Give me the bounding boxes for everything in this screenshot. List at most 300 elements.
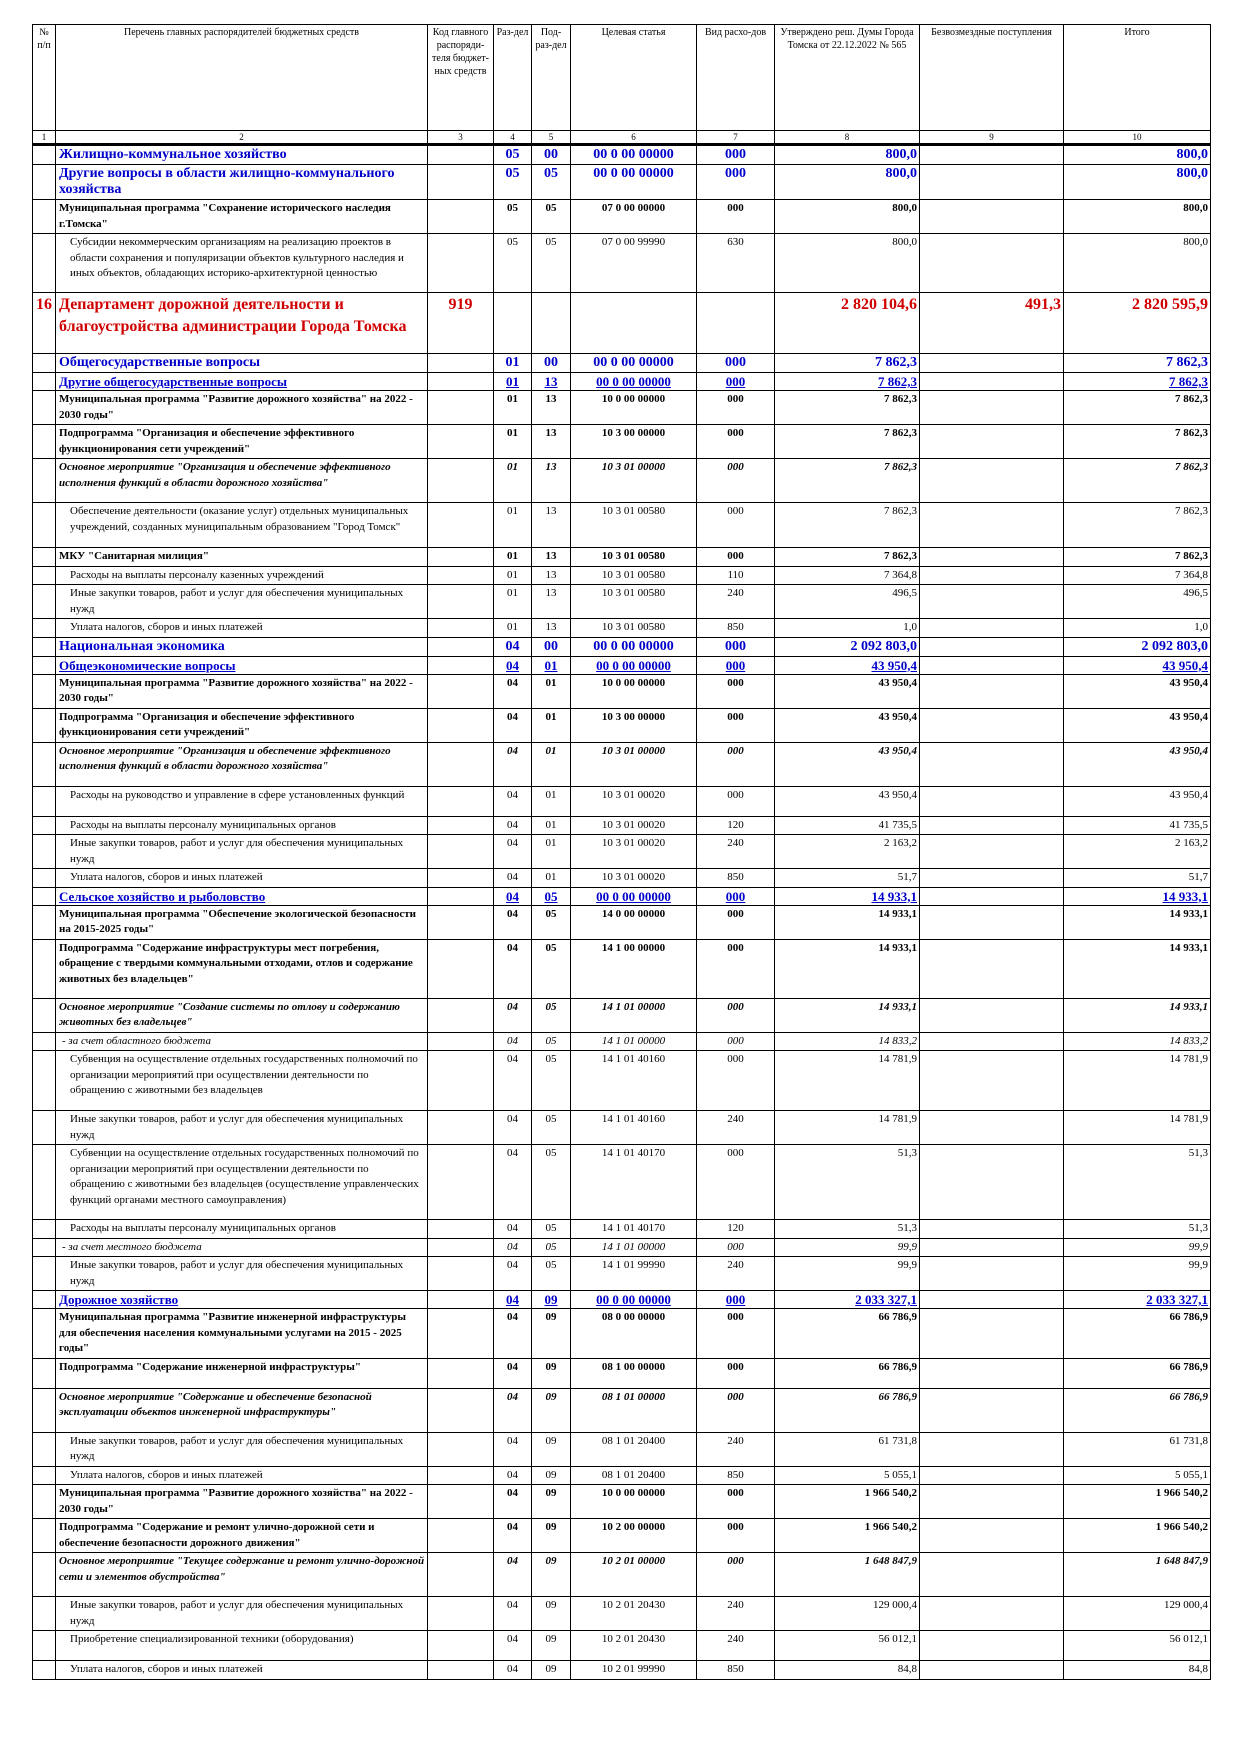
row-code — [428, 905, 494, 939]
row-number — [33, 1111, 56, 1145]
row-name: Общегосударственные вопросы — [56, 354, 428, 373]
row-grants-amount — [920, 234, 1064, 293]
row-number — [33, 373, 56, 391]
row-approved-amount: 2 163,2 — [775, 835, 920, 869]
row-name: Уплата налогов, сборов и иных платежей — [56, 1466, 428, 1485]
row-approved-amount: 14 933,1 — [775, 887, 920, 905]
row-number — [33, 939, 56, 998]
row-grants-amount — [920, 742, 1064, 786]
row-expense-type: 000 — [697, 1051, 775, 1111]
row-razdel: 05 — [494, 145, 532, 165]
row-razdel: 01 — [494, 459, 532, 503]
row-podrazdel: 05 — [532, 1111, 571, 1145]
row-podrazdel: 05 — [532, 905, 571, 939]
row-approved-amount: 1,0 — [775, 619, 920, 638]
table-row — [33, 1519, 1211, 1553]
row-name: Приобретение специализированной техники (оборудования) — [56, 1631, 428, 1661]
budget-table-sheet — [32, 24, 1210, 1680]
row-approved-amount: 99,9 — [775, 1238, 920, 1257]
table-row — [33, 905, 1211, 939]
row-podrazdel: 13 — [532, 425, 571, 459]
row-code — [428, 200, 494, 234]
row-expense-type: 240 — [697, 835, 775, 869]
row-number — [33, 459, 56, 503]
row-approved-amount: 2 820 104,6 — [775, 293, 920, 354]
row-razdel: 04 — [494, 1220, 532, 1239]
row-target-article: 10 0 00 00000 — [571, 391, 697, 425]
row-target-article: 10 0 00 00000 — [571, 1485, 697, 1519]
header-row — [33, 25, 1211, 131]
row-razdel: 04 — [494, 786, 532, 816]
row-total-amount: 5 055,1 — [1064, 1466, 1211, 1485]
table-row — [33, 425, 1211, 459]
row-number — [33, 1597, 56, 1631]
row-podrazdel: 01 — [532, 869, 571, 888]
row-code — [428, 1485, 494, 1519]
column-number: 9 — [920, 131, 1064, 145]
table-row — [33, 293, 1211, 354]
row-name: Муниципальная программа "Развитие дорожного хозяйства" на 2022 - 2030 годы" — [56, 1485, 428, 1519]
row-expense-type: 850 — [697, 1466, 775, 1485]
row-grants-amount — [920, 373, 1064, 391]
row-total-amount: 56 012,1 — [1064, 1631, 1211, 1661]
row-grants-amount — [920, 708, 1064, 742]
row-name: Жилищно-коммунальное хозяйство — [56, 145, 428, 165]
row-target-article: 10 3 01 00580 — [571, 548, 697, 567]
row-razdel: 04 — [494, 1032, 532, 1051]
table-row — [33, 234, 1211, 293]
table-row — [33, 674, 1211, 708]
row-razdel: 01 — [494, 425, 532, 459]
row-approved-amount: 43 950,4 — [775, 742, 920, 786]
row-grants-amount — [920, 1631, 1064, 1661]
row-name: Иные закупки товаров, работ и услуг для обеспечения муниципальных нужд — [56, 1111, 428, 1145]
row-total-amount: 66 786,9 — [1064, 1309, 1211, 1359]
row-expense-type: 000 — [697, 391, 775, 425]
row-code — [428, 1238, 494, 1257]
row-name: Уплата налогов, сборов и иных платежей — [56, 619, 428, 638]
row-name: Уплата налогов, сборов и иных платежей — [56, 1661, 428, 1680]
row-approved-amount: 51,3 — [775, 1220, 920, 1239]
row-number — [33, 1388, 56, 1432]
row-grants-amount — [920, 656, 1064, 674]
column-number: 3 — [428, 131, 494, 145]
row-name: Другие общегосударственные вопросы — [56, 373, 428, 391]
row-target-article — [571, 293, 697, 354]
row-name: Муниципальная программа "Развитие дорожного хозяйства" на 2022 - 2030 годы" — [56, 674, 428, 708]
row-code — [428, 373, 494, 391]
row-expense-type: 850 — [697, 869, 775, 888]
row-razdel: 01 — [494, 566, 532, 585]
row-expense-type: 000 — [697, 1358, 775, 1388]
col-header-approved: Утверждено реш. Думы Города Томска от 22.12.2022 № 565 — [775, 25, 920, 131]
row-target-article: 08 1 00 00000 — [571, 1358, 697, 1388]
row-target-article: 14 1 01 40160 — [571, 1051, 697, 1111]
row-target-article: 10 3 01 00020 — [571, 786, 697, 816]
row-podrazdel: 13 — [532, 503, 571, 548]
table-row — [33, 1597, 1211, 1631]
row-approved-amount: 129 000,4 — [775, 1597, 920, 1631]
row-code — [428, 742, 494, 786]
row-razdel: 04 — [494, 887, 532, 905]
table-row — [33, 145, 1211, 165]
row-code: 919 — [428, 293, 494, 354]
row-grants-amount — [920, 1432, 1064, 1466]
row-razdel: 04 — [494, 1358, 532, 1388]
col-header-podrazdel: Под-раз-дел — [532, 25, 571, 131]
row-total-amount: 1 966 540,2 — [1064, 1485, 1211, 1519]
row-approved-amount: 2 092 803,0 — [775, 637, 920, 656]
table-row — [33, 742, 1211, 786]
row-grants-amount — [920, 1032, 1064, 1051]
table-row — [33, 566, 1211, 585]
row-total-amount: 14 933,1 — [1064, 905, 1211, 939]
row-number — [33, 1631, 56, 1661]
row-code — [428, 1519, 494, 1553]
row-razdel: 05 — [494, 165, 532, 200]
row-razdel: 04 — [494, 1432, 532, 1466]
row-total-amount: 41 735,5 — [1064, 816, 1211, 835]
row-number — [33, 1032, 56, 1051]
row-expense-type: 000 — [697, 1519, 775, 1553]
col-header-code: Код главного распоряди-теля бюджет-ных средств — [428, 25, 494, 131]
row-number — [33, 585, 56, 619]
row-grants-amount — [920, 1597, 1064, 1631]
row-number — [33, 656, 56, 674]
row-code — [428, 459, 494, 503]
row-approved-amount: 14 781,9 — [775, 1111, 920, 1145]
row-razdel: 04 — [494, 1291, 532, 1309]
row-podrazdel — [532, 293, 571, 354]
row-expense-type: 000 — [697, 1291, 775, 1309]
row-grants-amount — [920, 1358, 1064, 1388]
row-name: Обеспечение деятельности (оказание услуг) отдельных муниципальных учреждений, созданных муниципальным образованием "Город Томск" — [56, 503, 428, 548]
row-razdel: 05 — [494, 234, 532, 293]
row-grants-amount — [920, 1309, 1064, 1359]
column-number: 4 — [494, 131, 532, 145]
row-podrazdel: 13 — [532, 585, 571, 619]
col-header-total: Итого — [1064, 25, 1211, 131]
row-target-article: 10 3 01 00020 — [571, 816, 697, 835]
row-expense-type: 000 — [697, 548, 775, 567]
row-name: Муниципальная программа "Обеспечение экологической безопасности на 2015-2025 годы" — [56, 905, 428, 939]
row-expense-type: 240 — [697, 1111, 775, 1145]
row-grants-amount — [920, 1485, 1064, 1519]
row-expense-type: 240 — [697, 1597, 775, 1631]
row-grants-amount — [920, 887, 1064, 905]
row-podrazdel: 00 — [532, 637, 571, 656]
row-code — [428, 1388, 494, 1432]
table-row — [33, 786, 1211, 816]
row-approved-amount: 2 033 327,1 — [775, 1291, 920, 1309]
row-target-article: 10 3 01 00000 — [571, 742, 697, 786]
row-name: Расходы на выплаты персоналу муниципальных органов — [56, 1220, 428, 1239]
row-podrazdel: 05 — [532, 887, 571, 905]
row-name: Департамент дорожной деятельности и благоустройства администрации Города Томска — [56, 293, 428, 354]
row-podrazdel: 13 — [532, 459, 571, 503]
row-code — [428, 1631, 494, 1661]
table-row — [33, 1111, 1211, 1145]
row-podrazdel: 01 — [532, 816, 571, 835]
row-code — [428, 1032, 494, 1051]
row-number — [33, 674, 56, 708]
row-expense-type: 000 — [697, 637, 775, 656]
row-number — [33, 1220, 56, 1239]
table-row — [33, 637, 1211, 656]
row-expense-type: 000 — [697, 1309, 775, 1359]
row-grants-amount — [920, 835, 1064, 869]
row-expense-type: 120 — [697, 816, 775, 835]
row-grants-amount — [920, 459, 1064, 503]
row-approved-amount: 800,0 — [775, 234, 920, 293]
row-total-amount: 800,0 — [1064, 165, 1211, 200]
row-razdel: 04 — [494, 656, 532, 674]
row-target-article: 10 2 00 00000 — [571, 1519, 697, 1553]
row-total-amount: 2 033 327,1 — [1064, 1291, 1211, 1309]
row-name: Дорожное хозяйство — [56, 1291, 428, 1309]
row-name: Иные закупки товаров, работ и услуг для обеспечения муниципальных нужд — [56, 585, 428, 619]
row-razdel — [494, 293, 532, 354]
row-grants-amount — [920, 1553, 1064, 1597]
table-row — [33, 869, 1211, 888]
row-total-amount: 14 933,1 — [1064, 939, 1211, 998]
row-number — [33, 354, 56, 373]
row-podrazdel: 09 — [532, 1553, 571, 1597]
row-total-amount: 14 781,9 — [1064, 1111, 1211, 1145]
row-target-article: 14 1 01 00000 — [571, 998, 697, 1032]
table-row — [33, 656, 1211, 674]
row-podrazdel: 09 — [532, 1291, 571, 1309]
row-code — [428, 585, 494, 619]
row-approved-amount: 14 833,2 — [775, 1032, 920, 1051]
row-code — [428, 1051, 494, 1111]
row-code — [428, 165, 494, 200]
row-code — [428, 869, 494, 888]
row-grants-amount — [920, 816, 1064, 835]
row-code — [428, 1111, 494, 1145]
row-total-amount: 14 833,2 — [1064, 1032, 1211, 1051]
row-code — [428, 816, 494, 835]
row-grants-amount — [920, 425, 1064, 459]
table-row — [33, 391, 1211, 425]
row-total-amount: 61 731,8 — [1064, 1432, 1211, 1466]
row-code — [428, 637, 494, 656]
table-row — [33, 1432, 1211, 1466]
row-code — [428, 656, 494, 674]
row-code — [428, 708, 494, 742]
row-grants-amount — [920, 1388, 1064, 1432]
row-code — [428, 391, 494, 425]
row-razdel: 04 — [494, 1111, 532, 1145]
column-number: 8 — [775, 131, 920, 145]
row-razdel: 04 — [494, 1051, 532, 1111]
row-name: Основное мероприятие "Содержание и обеспечение безопасной эксплуатации объектов инженерной инфраструктуры" — [56, 1388, 428, 1432]
row-total-amount: 7 862,3 — [1064, 373, 1211, 391]
row-number — [33, 1257, 56, 1291]
row-podrazdel: 00 — [532, 354, 571, 373]
row-total-amount: 99,9 — [1064, 1257, 1211, 1291]
row-number — [33, 742, 56, 786]
row-name: Национальная экономика — [56, 637, 428, 656]
row-approved-amount: 7 862,3 — [775, 354, 920, 373]
row-podrazdel: 09 — [532, 1432, 571, 1466]
row-expense-type: 000 — [697, 708, 775, 742]
row-expense-type: 850 — [697, 1661, 775, 1680]
row-razdel: 05 — [494, 200, 532, 234]
row-target-article: 10 3 01 00020 — [571, 835, 697, 869]
row-target-article: 07 0 00 99990 — [571, 234, 697, 293]
table-row — [33, 373, 1211, 391]
row-total-amount: 7 862,3 — [1064, 391, 1211, 425]
row-grants-amount — [920, 1051, 1064, 1111]
row-podrazdel: 13 — [532, 548, 571, 567]
row-target-article: 08 1 01 20400 — [571, 1466, 697, 1485]
row-number — [33, 1358, 56, 1388]
row-expense-type: 630 — [697, 234, 775, 293]
row-grants-amount: 491,3 — [920, 293, 1064, 354]
row-grants-amount — [920, 1466, 1064, 1485]
row-code — [428, 425, 494, 459]
row-number — [33, 503, 56, 548]
row-expense-type: 000 — [697, 425, 775, 459]
row-razdel: 04 — [494, 1485, 532, 1519]
row-code — [428, 619, 494, 638]
row-number — [33, 1553, 56, 1597]
row-total-amount: 66 786,9 — [1064, 1388, 1211, 1432]
row-name: Иные закупки товаров, работ и услуг для обеспечения муниципальных нужд — [56, 1257, 428, 1291]
row-grants-amount — [920, 585, 1064, 619]
row-grants-amount — [920, 145, 1064, 165]
row-number — [33, 1238, 56, 1257]
col-header-target-article: Целевая статья — [571, 25, 697, 131]
row-number — [33, 145, 56, 165]
table-row — [33, 939, 1211, 998]
row-podrazdel: 09 — [532, 1388, 571, 1432]
row-razdel: 01 — [494, 373, 532, 391]
row-expense-type: 000 — [697, 459, 775, 503]
column-number-row — [33, 131, 1211, 145]
row-code — [428, 1257, 494, 1291]
row-podrazdel: 13 — [532, 566, 571, 585]
row-grants-amount — [920, 786, 1064, 816]
row-expense-type — [697, 293, 775, 354]
row-approved-amount: 1 648 847,9 — [775, 1553, 920, 1597]
row-target-article: 10 3 01 00000 — [571, 459, 697, 503]
row-target-article: 10 3 01 00580 — [571, 566, 697, 585]
row-expense-type: 000 — [697, 200, 775, 234]
row-total-amount: 99,9 — [1064, 1238, 1211, 1257]
row-approved-amount: 43 950,4 — [775, 708, 920, 742]
row-target-article: 14 1 00 00000 — [571, 939, 697, 998]
row-target-article: 00 0 00 00000 — [571, 656, 697, 674]
row-podrazdel: 01 — [532, 674, 571, 708]
row-approved-amount: 66 786,9 — [775, 1388, 920, 1432]
row-razdel: 04 — [494, 742, 532, 786]
row-expense-type: 000 — [697, 1553, 775, 1597]
row-podrazdel: 00 — [532, 145, 571, 165]
row-expense-type: 000 — [697, 1485, 775, 1519]
row-podrazdel: 05 — [532, 200, 571, 234]
row-razdel: 04 — [494, 869, 532, 888]
row-code — [428, 1597, 494, 1631]
row-number — [33, 869, 56, 888]
row-razdel: 04 — [494, 1661, 532, 1680]
row-expense-type: 240 — [697, 1257, 775, 1291]
row-approved-amount: 66 786,9 — [775, 1309, 920, 1359]
row-total-amount: 7 862,3 — [1064, 503, 1211, 548]
row-total-amount: 800,0 — [1064, 234, 1211, 293]
row-approved-amount: 14 933,1 — [775, 905, 920, 939]
row-code — [428, 566, 494, 585]
row-target-article: 10 3 00 00000 — [571, 425, 697, 459]
row-total-amount: 14 781,9 — [1064, 1051, 1211, 1111]
row-target-article: 14 1 01 99990 — [571, 1257, 697, 1291]
row-target-article: 08 1 01 20400 — [571, 1432, 697, 1466]
row-number — [33, 200, 56, 234]
row-total-amount: 51,3 — [1064, 1220, 1211, 1239]
row-total-amount: 2 820 595,9 — [1064, 293, 1211, 354]
row-expense-type: 000 — [697, 145, 775, 165]
row-approved-amount: 66 786,9 — [775, 1358, 920, 1388]
table-row — [33, 887, 1211, 905]
row-razdel: 04 — [494, 1553, 532, 1597]
table-row — [33, 1631, 1211, 1661]
row-razdel: 04 — [494, 816, 532, 835]
row-number — [33, 835, 56, 869]
row-name: Иные закупки товаров, работ и услуг для обеспечения муниципальных нужд — [56, 1597, 428, 1631]
row-number: 16 — [33, 293, 56, 354]
row-podrazdel: 09 — [532, 1519, 571, 1553]
row-number — [33, 1051, 56, 1111]
row-total-amount: 7 862,3 — [1064, 354, 1211, 373]
row-podrazdel: 09 — [532, 1485, 571, 1519]
row-approved-amount: 496,5 — [775, 585, 920, 619]
row-approved-amount: 800,0 — [775, 165, 920, 200]
row-grants-amount — [920, 869, 1064, 888]
row-podrazdel: 05 — [532, 998, 571, 1032]
row-razdel: 04 — [494, 1466, 532, 1485]
row-target-article: 00 0 00 00000 — [571, 354, 697, 373]
row-expense-type: 000 — [697, 674, 775, 708]
column-number: 6 — [571, 131, 697, 145]
row-approved-amount: 43 950,4 — [775, 674, 920, 708]
row-podrazdel: 09 — [532, 1597, 571, 1631]
row-total-amount: 66 786,9 — [1064, 1358, 1211, 1388]
row-code — [428, 1309, 494, 1359]
row-grants-amount — [920, 1519, 1064, 1553]
row-razdel: 01 — [494, 354, 532, 373]
row-approved-amount: 99,9 — [775, 1257, 920, 1291]
row-total-amount: 7 862,3 — [1064, 425, 1211, 459]
table-row — [33, 619, 1211, 638]
row-grants-amount — [920, 1257, 1064, 1291]
row-code — [428, 1466, 494, 1485]
row-expense-type: 000 — [697, 742, 775, 786]
row-total-amount: 51,7 — [1064, 869, 1211, 888]
table-row — [33, 1553, 1211, 1597]
row-podrazdel: 09 — [532, 1358, 571, 1388]
row-expense-type: 000 — [697, 165, 775, 200]
row-name: Муниципальная программа "Развитие дорожного хозяйства" на 2022 - 2030 годы" — [56, 391, 428, 425]
row-total-amount: 800,0 — [1064, 145, 1211, 165]
budget-rows — [33, 145, 1211, 1680]
row-podrazdel: 09 — [532, 1631, 571, 1661]
table-row — [33, 1388, 1211, 1432]
row-target-article: 10 0 00 00000 — [571, 674, 697, 708]
row-total-amount: 43 950,4 — [1064, 674, 1211, 708]
row-razdel: 04 — [494, 637, 532, 656]
table-row — [33, 1220, 1211, 1239]
